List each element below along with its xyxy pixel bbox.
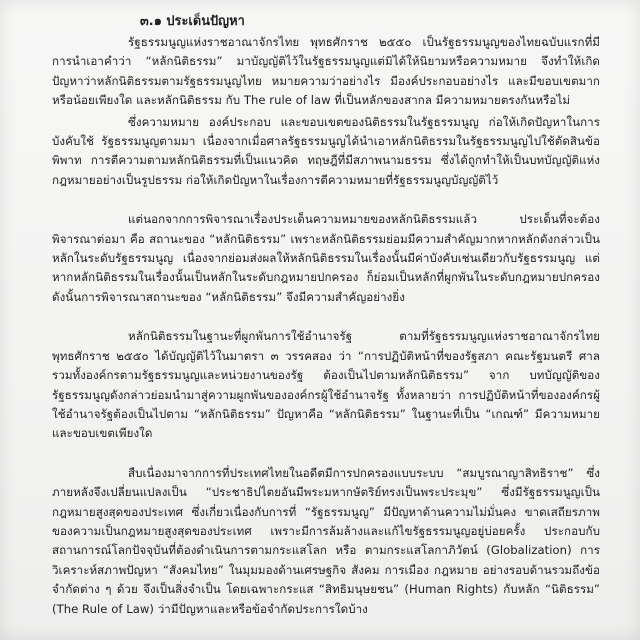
paragraph-5: สืบเนื่องมาจากการที่ประเทศไทยในอดีตมีการปกครองแบบระบบ “สมบูรณาญาสิทธิราช” ซึ่งภายหลังจึงเปลี่ยนแปลงเป็น “ประชาธิปไตยอันมีพระมหากษัตริย์ทรงเป็นพระประมุข” ซึ่งมีรัฐธรรมนูญเป็นกฎหมายสูงสุดของประเทศ ซึ่งเกี่ยวเนื่องกับการที่ “รัฐธรรมนูญ” มีปัญหาด้านความไม่มั่นคง ขาดเสถียรภาพของความเป็นกฎหมายสูงสุดของประเทศ เพราะมีการล้มล้างและแก้ไขรัฐธรรมนูญอยู่บ่อยครั้ง ประกอบกับสถานการณ์โลกปัจจุบันที่ต้องดำเนินการตามกระแสโลก หรือ ตามกระแสโลกาภิวัตน์ (Globalization) การวิเคราะห์สภาพปัญหา “สังคมไทย” ในมุมมองด้านเศรษฐกิจ สังคม การเมือง กฎหมาย อย่างรอบด้านรวมถึงข้อจำกัดต่าง ๆ ด้วย จึงเป็นสิ่งจำเป็น โดยเฉพาะกระแส “สิทธิมนุษยชน” (Human Rights) กับหลัก “นิติธรรม” (The Rule of Law) ว่ามีปัญหาและหรือข้อจำกัดประการใดบ้าง bbox=[52, 465, 600, 616]
paragraph-4: หลักนิติธรรมในฐานะที่ผูกพันการใช้อำนาจรัฐ ตามที่รัฐธรรมนูญแห่งราชอาณาจักรไทย พุทธศักราช ๒๕๕๐ ได้บัญญัติไว้ในมาตรา ๓ วรรคสอง ว่า “การปฏิบัติหน้าที่ของรัฐสภา คณะรัฐมนตรี ศาล รวมทั้งองค์กรตามรัฐธรรมนูญและหน่วยงานของรัฐ ต้องเป็นไปตามหลักนิติธรรม” จาก บทบัญญัติของรัฐธรรมนูญดังกล่าวย่อมนำมาสู่ความผูกพันขององค์กรผู้ใช้อำนาจรัฐ ทั้งหลายว่า การปฏิบัติหน้าที่ขององค์กรผู้ใช้อำนาจรัฐต้องเป็นไปตาม “หลักนิติธรรม” ปัญหาคือ “หลักนิติธรรม” ในฐานะที่เป็น “เกณฑ์” มีความหมายและขอบเขตเพียงใด bbox=[52, 329, 600, 441]
document-body bbox=[52, 12, 600, 619]
paragraph-spacer bbox=[52, 307, 600, 327]
paragraph-3: แต่นอกจากการพิจารณาเรื่องประเด็นความหมายของหลักนิติธรรมแล้ว ประเด็นที่จะต้องพิจารณาต่อมา คือ สถานะของ “หลักนิติธรรม” เพราะหลักนิติธรรมย่อมมีความสำคัญมากหากหลักดังกล่าวเป็นหลักในระดับรัฐธรรมนูญ เนื่องจากย่อมส่งผลให้หลักนิติธรรมในเรื่องนั้นมีค่าบังคับเช่นเดียวกับรัฐธรรมนูญ แต่หากหลักนิติธรรมในเรื่องนั้นเป็นหลักในระดับกฎหมายปกครอง ก็ย่อมเป็นหลักที่ผูกพันในระดับกฎหมายปกครอง ดังนั้นการพิจารณาสถานะของ “หลักนิติธรรม” จึงมีความสำคัญอย่างยิ่ง bbox=[52, 212, 600, 304]
section-heading: ๓.๑ ประเด็นปัญหา bbox=[140, 14, 245, 29]
paragraph-spacer bbox=[52, 444, 600, 464]
paragraph-1: รัฐธรรมนูญแห่งราชอาณาจักรไทย พุทธศักราช ๒๕๕๐ เป็นรัฐธรรมนูญของไทยฉบับแรกที่มีการนำเอาคำว่า “หลักนิติธรรม” มาบัญญัติไว้ในรัฐธรรมนูญแต่มิได้ให้นิยามหรือความหมาย จึงทำให้เกิดปัญหาว่าหลักนิติธรรมตามรัฐธรรมนูญไทย หมายความว่าอย่างไร มีองค์ประกอบอย่างไร และมีขอบเขตมากหรือน้อยเพียงใด และหลักนิติธรรม กับ The rule of law ที่เป็นหลักของสากล มีความหมายตรงกันหรือไม่ bbox=[52, 35, 600, 108]
paragraph-spacer bbox=[52, 190, 600, 210]
paragraph-2: ซึ่งความหมาย องค์ประกอบ และขอบเขตของนิติธรรมในรัฐธรรมนูญ ก่อให้เกิดปัญหาในการบังคับใช้ รัฐธรรมนูญตามมา เนื่องจากเมื่อศาลรัฐธรรมนูญได้นำเอาหลักนิติธรรมในรัฐธรรมนูญไปใช้ตัดสินข้อพิพาท การตีความตามหลักนิติธรรมที่เป็นแนวคิด ทฤษฎีที่มีสภาพนามธรรม ซึ่งได้ถูกทำให้เป็นบทบัญญัติแห่ง กฎหมายอย่างเป็นรูปธรรม ก่อให้เกิดปัญหาในเรื่องการตีความหมายที่รัฐธรรมนูญบัญญัติไว้ bbox=[52, 114, 600, 187]
